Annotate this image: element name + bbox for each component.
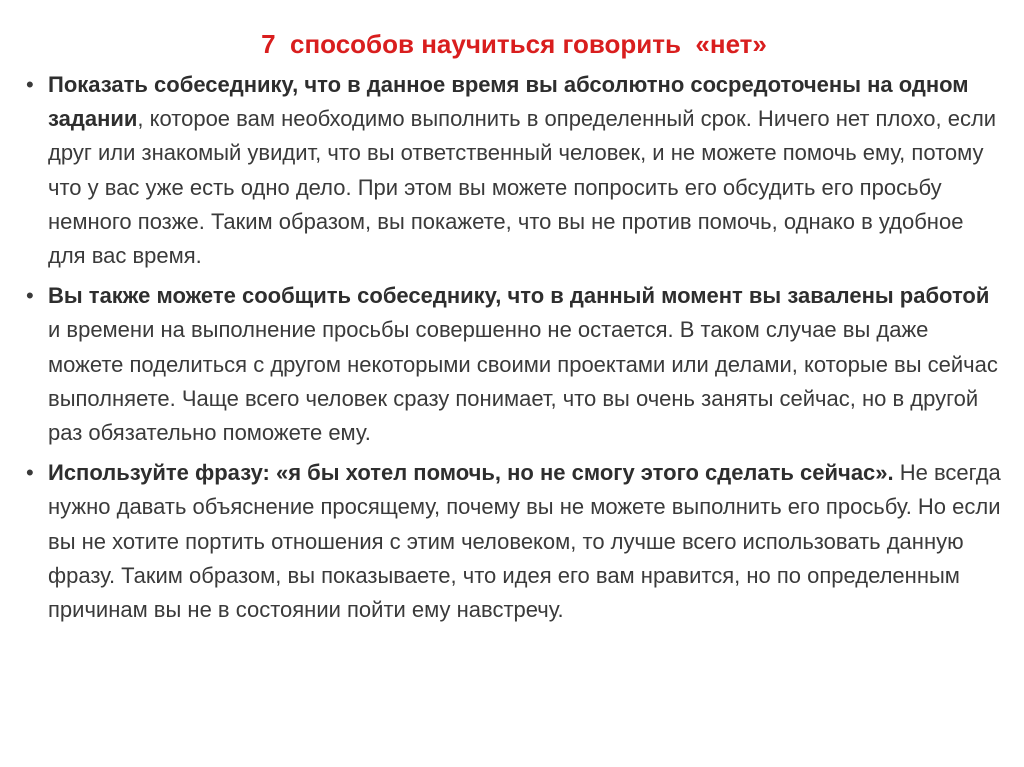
- list-item: [26, 456, 1002, 627]
- item-body-text: и времени на выполнение просьбы совершенно не остается. В таком случае вы даже можете поделиться с другом некоторыми своими проектами или делами, которые вы сейчас выполняете. Чаще всего человек сразу понимает, что вы очень заняты сейчас, но в другой раз обязательно поможете ему.: [48, 317, 998, 446]
- list-item: [26, 68, 1002, 273]
- item-body-text: Не всегда нужно давать объяснение просящему, почему вы не можете выполнить его просьбу. Но если вы не хотите портить отношения с этим человеком, то лучше всего использовать данную фразу. Таким образом, вы показываете, что идея его вам нравится, но по определенным причинам вы не в состоянии пойти ему навстречу.: [48, 460, 1001, 623]
- item-lead-text: Вы также можете сообщить собеседнику, что в данный момент вы завалены работой: [48, 283, 990, 309]
- bullet-list: [26, 68, 1002, 627]
- slide-title: 7 способов научиться говорить «нет»: [261, 29, 767, 59]
- bullet-icon: •: [26, 72, 34, 97]
- item-lead-text: Показать собеседнику, что в данное время вы абсолютно сосредоточены на одном задании: [48, 72, 969, 132]
- item-lead-text: Используйте фразу: «я бы хотел помочь, но не смогу этого сделать сейчас».: [48, 460, 894, 486]
- list-item: [26, 279, 1002, 450]
- bullet-icon: •: [26, 460, 34, 486]
- item-body-text: , которое вам необходимо выполнить в определенный срок. Ничего нет плохо, если друг или знакомый увидит, что вы ответственный человек, и не можете помочь ему, потому что у вас уже есть одно дело. При этом вы можете попросить его обсудить его просьбу немного позже. Таким образом, вы покажете, что вы не против помочь, однако в удобное для вас время.: [48, 106, 997, 269]
- bullet-icon: •: [26, 283, 34, 309]
